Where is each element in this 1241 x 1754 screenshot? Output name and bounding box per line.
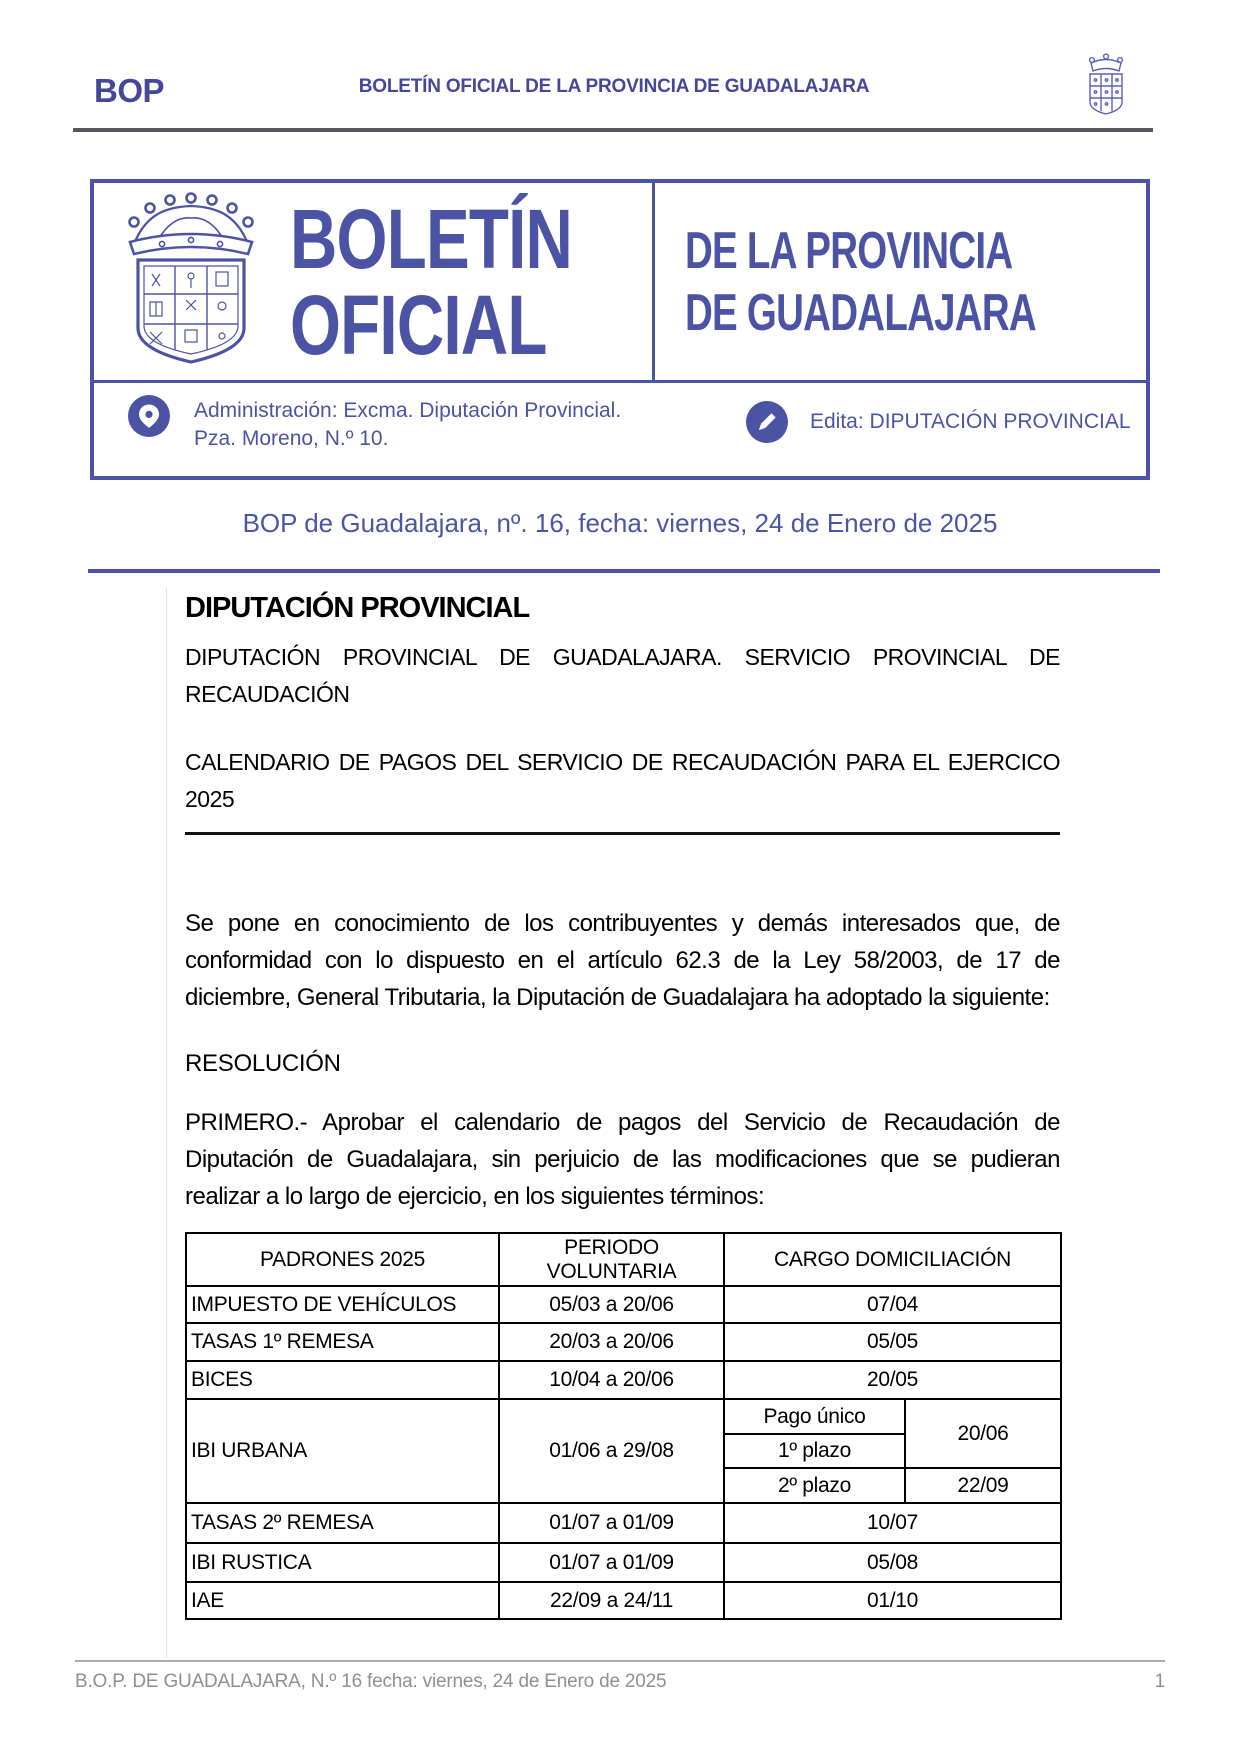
masthead-right-cell [655, 183, 1159, 380]
section-title: DIPUTACIÓN PROVINCIAL [185, 592, 530, 624]
periodo-cell: 01/07 a 01/09 [499, 1543, 724, 1582]
table-row-ibi-urbana [186, 1399, 1061, 1434]
province-line2: DE GUADALAJARA [684, 283, 1036, 342]
administracion-line1: Administración: Excma. Diputación Provincial. [194, 399, 622, 422]
coat-of-arms-icon [116, 192, 266, 371]
article-paragraph-1: Se pone en conocimiento de los contribuyentes y demás interesados que, de conformidad con lo dispuesto en el artículo 62.3 de la Ley 58/2003, de 17 de diciembre, General Tributaria, la Diputación de Guadalajara ha adoptado la siguiente: [185, 910, 1060, 1011]
cargo-cell: 07/04 [724, 1286, 1061, 1323]
resolution-label: RESOLUCIÓN [185, 1050, 341, 1077]
table-row [186, 1286, 1061, 1323]
header-bop-label: BOP [94, 72, 165, 109]
periodo-cell: 01/06 a 29/08 [499, 1399, 724, 1503]
masthead-bottom-row [94, 380, 1146, 476]
article-title-rule [185, 832, 1060, 835]
masthead-boletin-wordmark [290, 191, 573, 372]
col-header-periodo: PERIODO VOLUNTARIA [499, 1233, 724, 1286]
footer-page-number: 1 [1154, 1671, 1165, 1692]
cargo-cell: 01/10 [724, 1582, 1061, 1619]
padron-cell: IAE [186, 1582, 499, 1619]
header-title: BOLETÍN OFICIAL DE LA PROVINCIA DE GUADALAJARA [358, 76, 870, 97]
periodo-cell: 20/03 a 20/06 [499, 1323, 724, 1361]
article-title: CALENDARIO DE PAGOS DEL SERVICIO DE RECAUDACIÓN PARA EL EJERCICO 2025 [185, 749, 1060, 812]
periodo-cell: 01/07 a 01/09 [499, 1503, 724, 1543]
header-rule [73, 128, 1153, 132]
table-row [186, 1543, 1061, 1582]
masthead-box [90, 179, 1150, 480]
cargo-cell: 22/09 [905, 1468, 1061, 1503]
administracion-block [128, 395, 621, 453]
padron-cell: IBI URBANA [186, 1399, 499, 1503]
periodo-cell: 22/09 a 24/11 [499, 1582, 724, 1619]
issue-line: BOP de Guadalajara, nº. 16, fecha: viernes, 24 de Enero de 2025 [242, 508, 998, 538]
padron-cell: IBI RUSTICA [186, 1543, 499, 1582]
cargo-cell: 20/06 [905, 1399, 1061, 1468]
content-left-guide [166, 588, 167, 1658]
periodo-cell: 05/03 a 20/06 [499, 1286, 724, 1323]
payment-calendar-table [185, 1232, 1062, 1620]
footer-rule [75, 1660, 1165, 1662]
article-paragraph-2: PRIMERO.- Aprobar el calendario de pagos del Servicio de Recaudación de Diputación de Guadalajara, sin perjuicio de las modificaciones que se pudieran realizar a lo largo de ejercicio, en los siguientes términos: [185, 1109, 1060, 1210]
pago-unico-cell: Pago único [724, 1399, 905, 1434]
administracion-line2: Pza. Moreno, N.º 10. [194, 427, 389, 450]
masthead-top-row [94, 183, 1146, 380]
province-line1: DE LA PROVINCIA [684, 221, 1013, 280]
footer [75, 1671, 1165, 1693]
location-pin-icon [128, 395, 170, 437]
edita-text: Edita: DIPUTACIÓN PROVINCIAL [810, 410, 1131, 433]
edita-block [746, 401, 1131, 443]
table-row [186, 1323, 1061, 1361]
provincial-crest-icon [1084, 52, 1128, 121]
padron-cell: IMPUESTO DE VEHÍCULOS [186, 1286, 499, 1323]
periodo-cell: 10/04 a 20/06 [499, 1361, 724, 1399]
table-row [186, 1503, 1061, 1543]
cargo-cell: 05/05 [724, 1323, 1061, 1361]
cargo-cell: 20/05 [724, 1361, 1061, 1399]
pencil-icon [746, 401, 788, 443]
padron-cell: TASAS 2º REMESA [186, 1503, 499, 1543]
table-row [186, 1582, 1061, 1619]
table-header-row [186, 1233, 1061, 1286]
masthead-left-cell [94, 183, 655, 380]
plazo1-cell: 1º plazo [724, 1434, 905, 1468]
col-header-padrones: PADRONES 2025 [186, 1233, 499, 1286]
cargo-cell: 10/07 [724, 1503, 1061, 1543]
table-row [186, 1361, 1061, 1399]
cargo-cell: 05/08 [724, 1543, 1061, 1582]
plazo2-cell: 2º plazo [724, 1468, 905, 1503]
boletin-line2: OFICIAL [290, 277, 547, 372]
issuing-organ: DIPUTACIÓN PROVINCIAL DE GUADALAJARA. SERVICIO PROVINCIAL DE RECAUDACIÓN [185, 644, 1060, 707]
footer-text: B.O.P. DE GUADALAJARA, N.º 16 fecha: viernes, 24 de Enero de 2025 [75, 1671, 667, 1692]
boletin-line1: BOLETÍN [290, 191, 573, 286]
padron-cell: TASAS 1º REMESA [186, 1323, 499, 1361]
issue-rule [88, 569, 1160, 573]
administracion-text [194, 397, 621, 453]
col-header-cargo: CARGO DOMICILIACIÓN [724, 1233, 1061, 1286]
padron-cell: BICES [186, 1361, 499, 1399]
